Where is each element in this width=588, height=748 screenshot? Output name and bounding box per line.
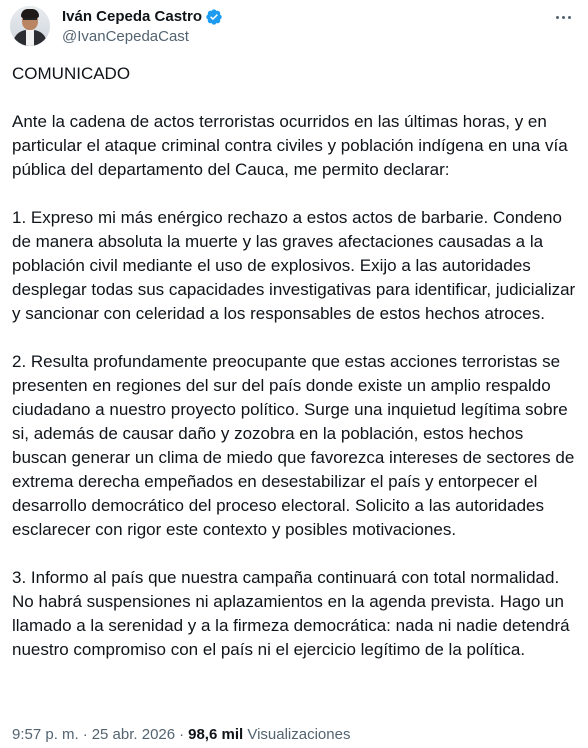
views-label: Visualizaciones <box>247 726 351 743</box>
author-handle[interactable]: @IvanCepedaCast <box>62 28 189 45</box>
more-options-button[interactable] <box>548 6 578 28</box>
more-horizontal-icon <box>554 16 572 19</box>
avatar[interactable] <box>10 6 50 46</box>
tweet-meta <box>12 725 350 745</box>
author-names <box>62 7 223 47</box>
tweet-text <box>12 62 582 662</box>
author-display-name[interactable]: Iván Cepeda Castro <box>62 8 203 25</box>
views-count: 98,6 mil <box>188 726 244 743</box>
views-link[interactable] <box>188 726 350 743</box>
tweet-paragraph: 3. Informo al país que nuestra campaña continuará con total normalidad. No habrá suspensiones ni aplazamientos en la agenda prevista. Hago un llamado a la serenidad y a la firmeza democrática: nada ni nadie detendrá nuestro compromiso con el país ni el ejercicio legítimo de la política. <box>12 568 570 659</box>
tweet-date: 25 abr. 2026 <box>91 726 176 743</box>
meta-separator: · <box>179 726 185 743</box>
tweet-time: 9:57 p. m. <box>12 726 79 743</box>
meta-separator: · <box>82 726 88 743</box>
tweet-paragraph: 1. Expreso mi más enérgico rechazo a estos actos de barbarie. Condeno de manera absoluta la muerte y las graves afectaciones causadas a la población civil mediante el uso de explosivos. Exijo a las autoridades desplegar todas sus capacidades investigativas para identificar, judicializar y sancionar con celeridad a los responsables de estos hechos atroces. <box>12 208 576 323</box>
tweet-paragraph: COMUNICADO <box>12 64 131 83</box>
tweet-paragraph: 2. Resulta profundamente preocupante que estas acciones terroristas se presenten en regiones del sur del país donde existe un amplio respaldo ciudadano a nuestro proyecto político. Surge una inquietud legítima sobre si, además de causar daño y zozobra en la población, estos hechos buscan generar un clima de miedo que favorezca intereses de sectores de extrema derecha empeñados en desestabilizar el país y entorpecer el desarrollo democrático del proceso electoral. Solicito a las autoridades esclarecer con rigor este contexto y posibles motivaciones. <box>12 352 575 539</box>
tweet-timestamp-link[interactable] <box>12 726 175 743</box>
verified-badge-icon <box>205 8 223 26</box>
tweet-header <box>10 6 223 50</box>
tweet-paragraph: Ante la cadena de actos terroristas ocurridos en las últimas horas, y en particular el ataque criminal contra civiles y población indígena en una vía pública del departamento del Cauca, me permito declarar: <box>12 112 568 179</box>
